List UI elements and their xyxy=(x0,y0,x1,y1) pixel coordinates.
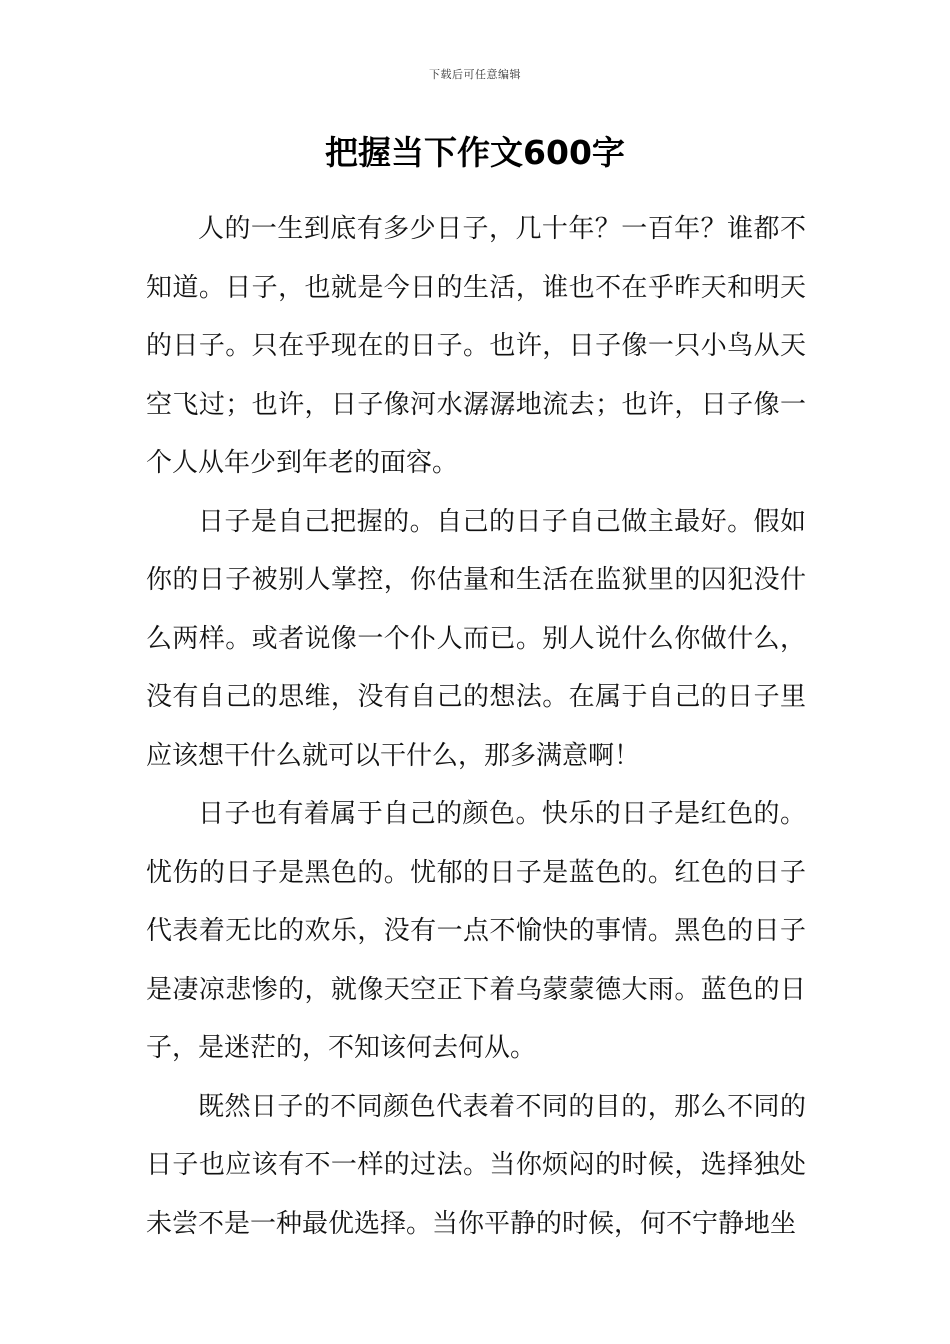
paragraph-1: 人的一生到底有多少日子，几十年？一百年？谁都不知道。日子，也就是今日的生活，谁也不在乎昨天和明天的日子。只在乎现在的日子。也许，日子像一只小鸟从天空飞过；也许，日子像河水潺潺地流去；也许，日子像一个人从年少到年老的面容。 xyxy=(146,214,806,478)
document-title: 把握当下作文600字 xyxy=(325,133,625,172)
document-body xyxy=(146,200,806,1253)
paragraph-3: 日子也有着属于自己的颜色。快乐的日子是红色的。忧伤的日子是黑色的。忧郁的日子是蓝色的。红色的日子代表着无比的欢乐，没有一点不愉快的事情。黑色的日子是凄凉悲惨的，就像天空正下着乌蒙蒙德大雨。蓝色的日子，是迷茫的，不知该何去何从。 xyxy=(146,799,806,1063)
header-note: 下载后可任意编辑 xyxy=(429,68,521,81)
paragraph-4: 既然日子的不同颜色代表着不同的目的，那么不同的日子也应该有不一样的过法。当你烦闷的时候，选择独处未尝不是一种最优选择。当你平静的时候，何不宁静地坐 xyxy=(146,1091,806,1239)
paragraph-2: 日子是自己把握的。自己的日子自己做主最好。假如你的日子被别人掌控，你估量和生活在监狱里的囚犯没什么两样。或者说像一个仆人而已。别人说什么你做什么，没有自己的思维，没有自己的想法。在属于自己的日子里应该想干什么就可以干什么，那多满意啊！ xyxy=(146,506,806,771)
